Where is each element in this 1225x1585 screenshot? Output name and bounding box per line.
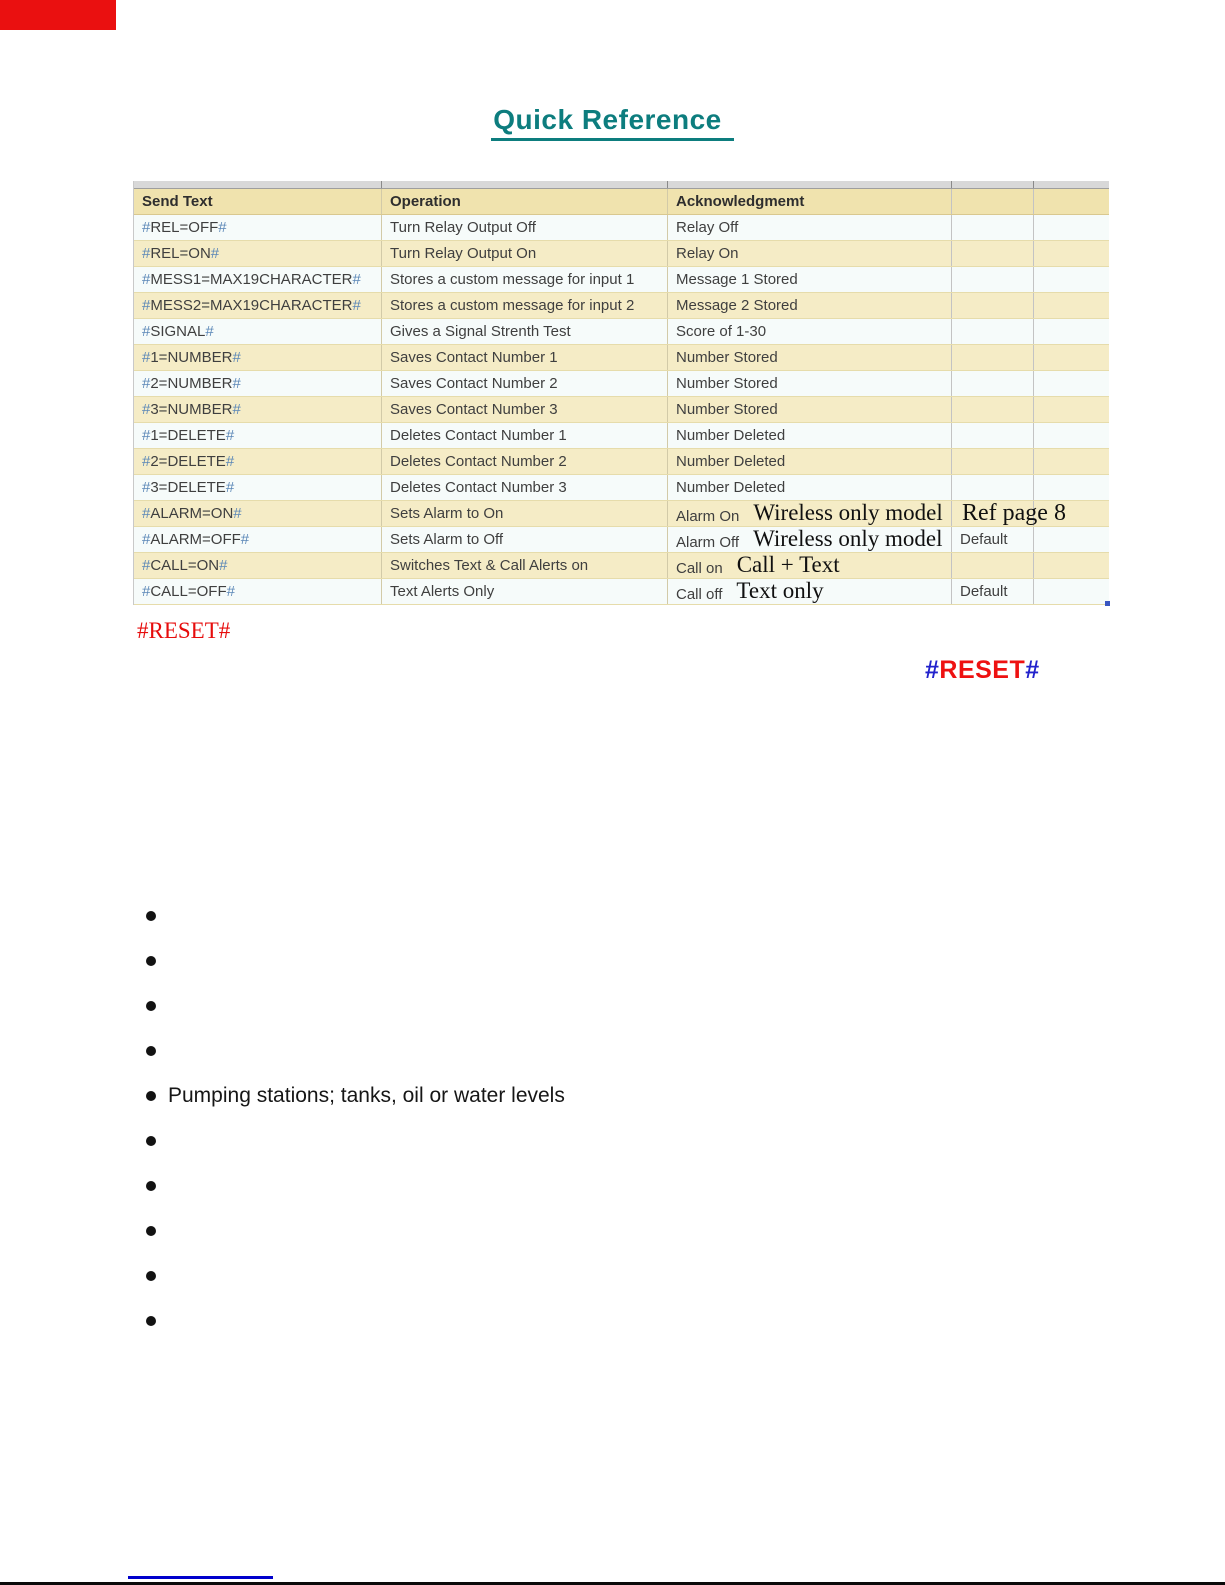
empty-cell xyxy=(1033,241,1109,266)
column-divider-tick xyxy=(1033,181,1034,188)
annotation-note: Text only xyxy=(736,578,824,603)
default-cell xyxy=(951,319,1033,344)
acknowledgment-cell: Message 2 Stored xyxy=(667,293,951,318)
bullet-icon xyxy=(146,911,156,921)
table-row xyxy=(134,293,1109,319)
acknowledgment-cell: Number Stored xyxy=(667,345,951,370)
quick-reference-table xyxy=(133,181,1109,605)
send-text-cell: #ALARM=ON# xyxy=(142,505,242,522)
default-cell xyxy=(951,267,1033,292)
send-text-cell: #3=NUMBER# xyxy=(142,401,241,418)
send-text-cell: #MESS2=MAX19CHARACTER# xyxy=(142,297,361,314)
list-item xyxy=(146,1208,1096,1253)
list-item xyxy=(146,938,1096,983)
empty-cell xyxy=(1033,397,1109,422)
reset-word: RESET xyxy=(939,656,1026,684)
table-top-strip xyxy=(134,181,1109,189)
default-cell xyxy=(951,345,1033,370)
bullet-icon xyxy=(146,956,156,966)
list-item xyxy=(146,1073,1096,1118)
operation-cell: Stores a custom message for input 1 xyxy=(381,267,667,292)
acknowledgment-cell: Score of 1-30 xyxy=(667,319,951,344)
table-row xyxy=(134,345,1109,371)
send-text-cell: #REL=OFF# xyxy=(142,219,227,236)
default-cell: Default xyxy=(951,579,1033,604)
operation-cell: Stores a custom message for input 2 xyxy=(381,293,667,318)
operation-cell: Sets Alarm to Off xyxy=(381,527,667,552)
page-title-row xyxy=(0,104,1225,141)
empty-cell xyxy=(1033,371,1109,396)
send-text-cell: #ALARM=OFF# xyxy=(142,531,250,548)
default-cell: Default xyxy=(951,527,1033,552)
send-text-cell: #MESS1=MAX19CHARACTER# xyxy=(142,271,361,288)
table-row xyxy=(134,579,1109,605)
send-text-cell: #1=DELETE# xyxy=(142,427,235,444)
operation-cell: Turn Relay Output On xyxy=(381,241,667,266)
default-cell xyxy=(951,215,1033,240)
list-item xyxy=(146,1028,1096,1073)
column-divider-tick xyxy=(667,181,668,188)
header-cell-1: Send Text xyxy=(142,193,213,210)
operation-cell: Deletes Contact Number 3 xyxy=(381,475,667,500)
default-cell xyxy=(951,449,1033,474)
bullet-icon xyxy=(146,1226,156,1236)
default-cell xyxy=(951,423,1033,448)
acknowledgment-cell: Call off Text only xyxy=(667,579,951,604)
send-text-cell: #2=DELETE# xyxy=(142,453,235,470)
table-row xyxy=(134,475,1109,501)
default-cell xyxy=(951,475,1033,500)
default-cell xyxy=(951,293,1033,318)
default-cell xyxy=(951,397,1033,422)
list-item xyxy=(146,1253,1096,1298)
bullet-icon xyxy=(146,1046,156,1056)
list-item-text: Pumping stations; tanks, oil or water levels xyxy=(168,1083,565,1107)
operation-cell: Text Alerts Only xyxy=(381,579,667,604)
empty-cell xyxy=(1033,475,1109,500)
header-cell-4 xyxy=(951,189,1033,214)
acknowledgment-cell: Relay On xyxy=(667,241,951,266)
table-body xyxy=(134,215,1109,605)
empty-cell xyxy=(1033,267,1109,292)
table-header-row xyxy=(134,189,1109,215)
operation-cell: Gives a Signal Strenth Test xyxy=(381,319,667,344)
header-cell-3: Acknowledgmemt xyxy=(667,189,951,214)
empty-cell xyxy=(1033,319,1109,344)
empty-cell xyxy=(1033,579,1109,604)
hash-close: # xyxy=(1025,656,1040,684)
acknowledgment-cell: Message 1 Stored xyxy=(667,267,951,292)
operation-cell: Switches Text & Call Alerts on xyxy=(381,553,667,578)
empty-cell xyxy=(1033,527,1109,552)
annotation-note: Call + Text xyxy=(736,552,840,577)
bullet-icon xyxy=(146,1181,156,1191)
table-row xyxy=(134,267,1109,293)
operation-cell: Saves Contact Number 1 xyxy=(381,345,667,370)
table-row xyxy=(134,397,1109,423)
bullet-icon xyxy=(146,1091,156,1101)
default-cell xyxy=(951,371,1033,396)
table-corner-selection-mark xyxy=(1105,601,1110,606)
operation-cell: Sets Alarm to On xyxy=(381,501,667,526)
table-row xyxy=(134,449,1109,475)
send-text-cell: #1=NUMBER# xyxy=(142,349,241,366)
column-divider-tick xyxy=(951,181,952,188)
table-row xyxy=(134,319,1109,345)
bullet-icon xyxy=(146,1001,156,1011)
bullet-list xyxy=(146,893,1096,1343)
acknowledgment-cell: Alarm On Wireless only model xyxy=(667,501,951,526)
table-row xyxy=(134,527,1109,553)
column-divider-tick xyxy=(381,181,382,188)
reset-command-red: #RESET# xyxy=(137,618,231,643)
acknowledgment-cell: Relay Off xyxy=(667,215,951,240)
header-cell-2: Operation xyxy=(381,189,667,214)
send-text-cell: #CALL=ON# xyxy=(142,557,228,574)
operation-cell: Deletes Contact Number 2 xyxy=(381,449,667,474)
annotation-note: Wireless only model xyxy=(753,526,943,551)
empty-cell xyxy=(1033,345,1109,370)
default-cell xyxy=(951,241,1033,266)
acknowledgment-cell: Number Stored xyxy=(667,371,951,396)
red-marker-bar xyxy=(0,0,116,30)
acknowledgment-cell: Number Deleted xyxy=(667,423,951,448)
operation-cell: Saves Contact Number 3 xyxy=(381,397,667,422)
table-row xyxy=(134,423,1109,449)
send-text-cell: #SIGNAL# xyxy=(142,323,214,340)
bullet-icon xyxy=(146,1316,156,1326)
operation-cell: Turn Relay Output Off xyxy=(381,215,667,240)
list-item xyxy=(146,1163,1096,1208)
bullet-icon xyxy=(146,1271,156,1281)
table-row xyxy=(134,371,1109,397)
send-text-cell: #2=NUMBER# xyxy=(142,375,241,392)
acknowledgment-cell: Number Deleted xyxy=(667,475,951,500)
list-item xyxy=(146,1118,1096,1163)
send-text-cell: #REL=ON# xyxy=(142,245,220,262)
empty-cell xyxy=(1033,293,1109,318)
empty-cell xyxy=(1033,423,1109,448)
hash-open: # xyxy=(925,656,940,684)
list-item xyxy=(146,893,1096,938)
acknowledgment-cell: Alarm Off Wireless only model xyxy=(667,527,951,552)
empty-cell xyxy=(1033,553,1109,578)
header-cell-5 xyxy=(1033,189,1109,214)
list-item xyxy=(146,1298,1096,1343)
bullet-icon xyxy=(146,1136,156,1146)
acknowledgment-cell: Number Stored xyxy=(667,397,951,422)
table-row xyxy=(134,553,1109,579)
acknowledgment-cell: Call on Call + Text xyxy=(667,553,951,578)
empty-cell xyxy=(1033,215,1109,240)
annotation-note: Wireless only model xyxy=(753,500,943,525)
list-item xyxy=(146,983,1096,1028)
operation-cell: Deletes Contact Number 1 xyxy=(381,423,667,448)
send-text-cell: #CALL=OFF# xyxy=(142,583,235,600)
footer-link-underline[interactable] xyxy=(128,1576,273,1579)
page-title: Quick Reference xyxy=(491,104,734,141)
operation-cell: Saves Contact Number 2 xyxy=(381,371,667,396)
default-cell xyxy=(951,553,1033,578)
acknowledgment-cell: Number Deleted xyxy=(667,449,951,474)
reset-command-bold xyxy=(925,656,1040,685)
send-text-cell: #3=DELETE# xyxy=(142,479,235,496)
table-row xyxy=(134,241,1109,267)
empty-cell xyxy=(1033,449,1109,474)
table-row xyxy=(134,215,1109,241)
ref-page-annotation: Ref page 8 xyxy=(962,500,1066,526)
